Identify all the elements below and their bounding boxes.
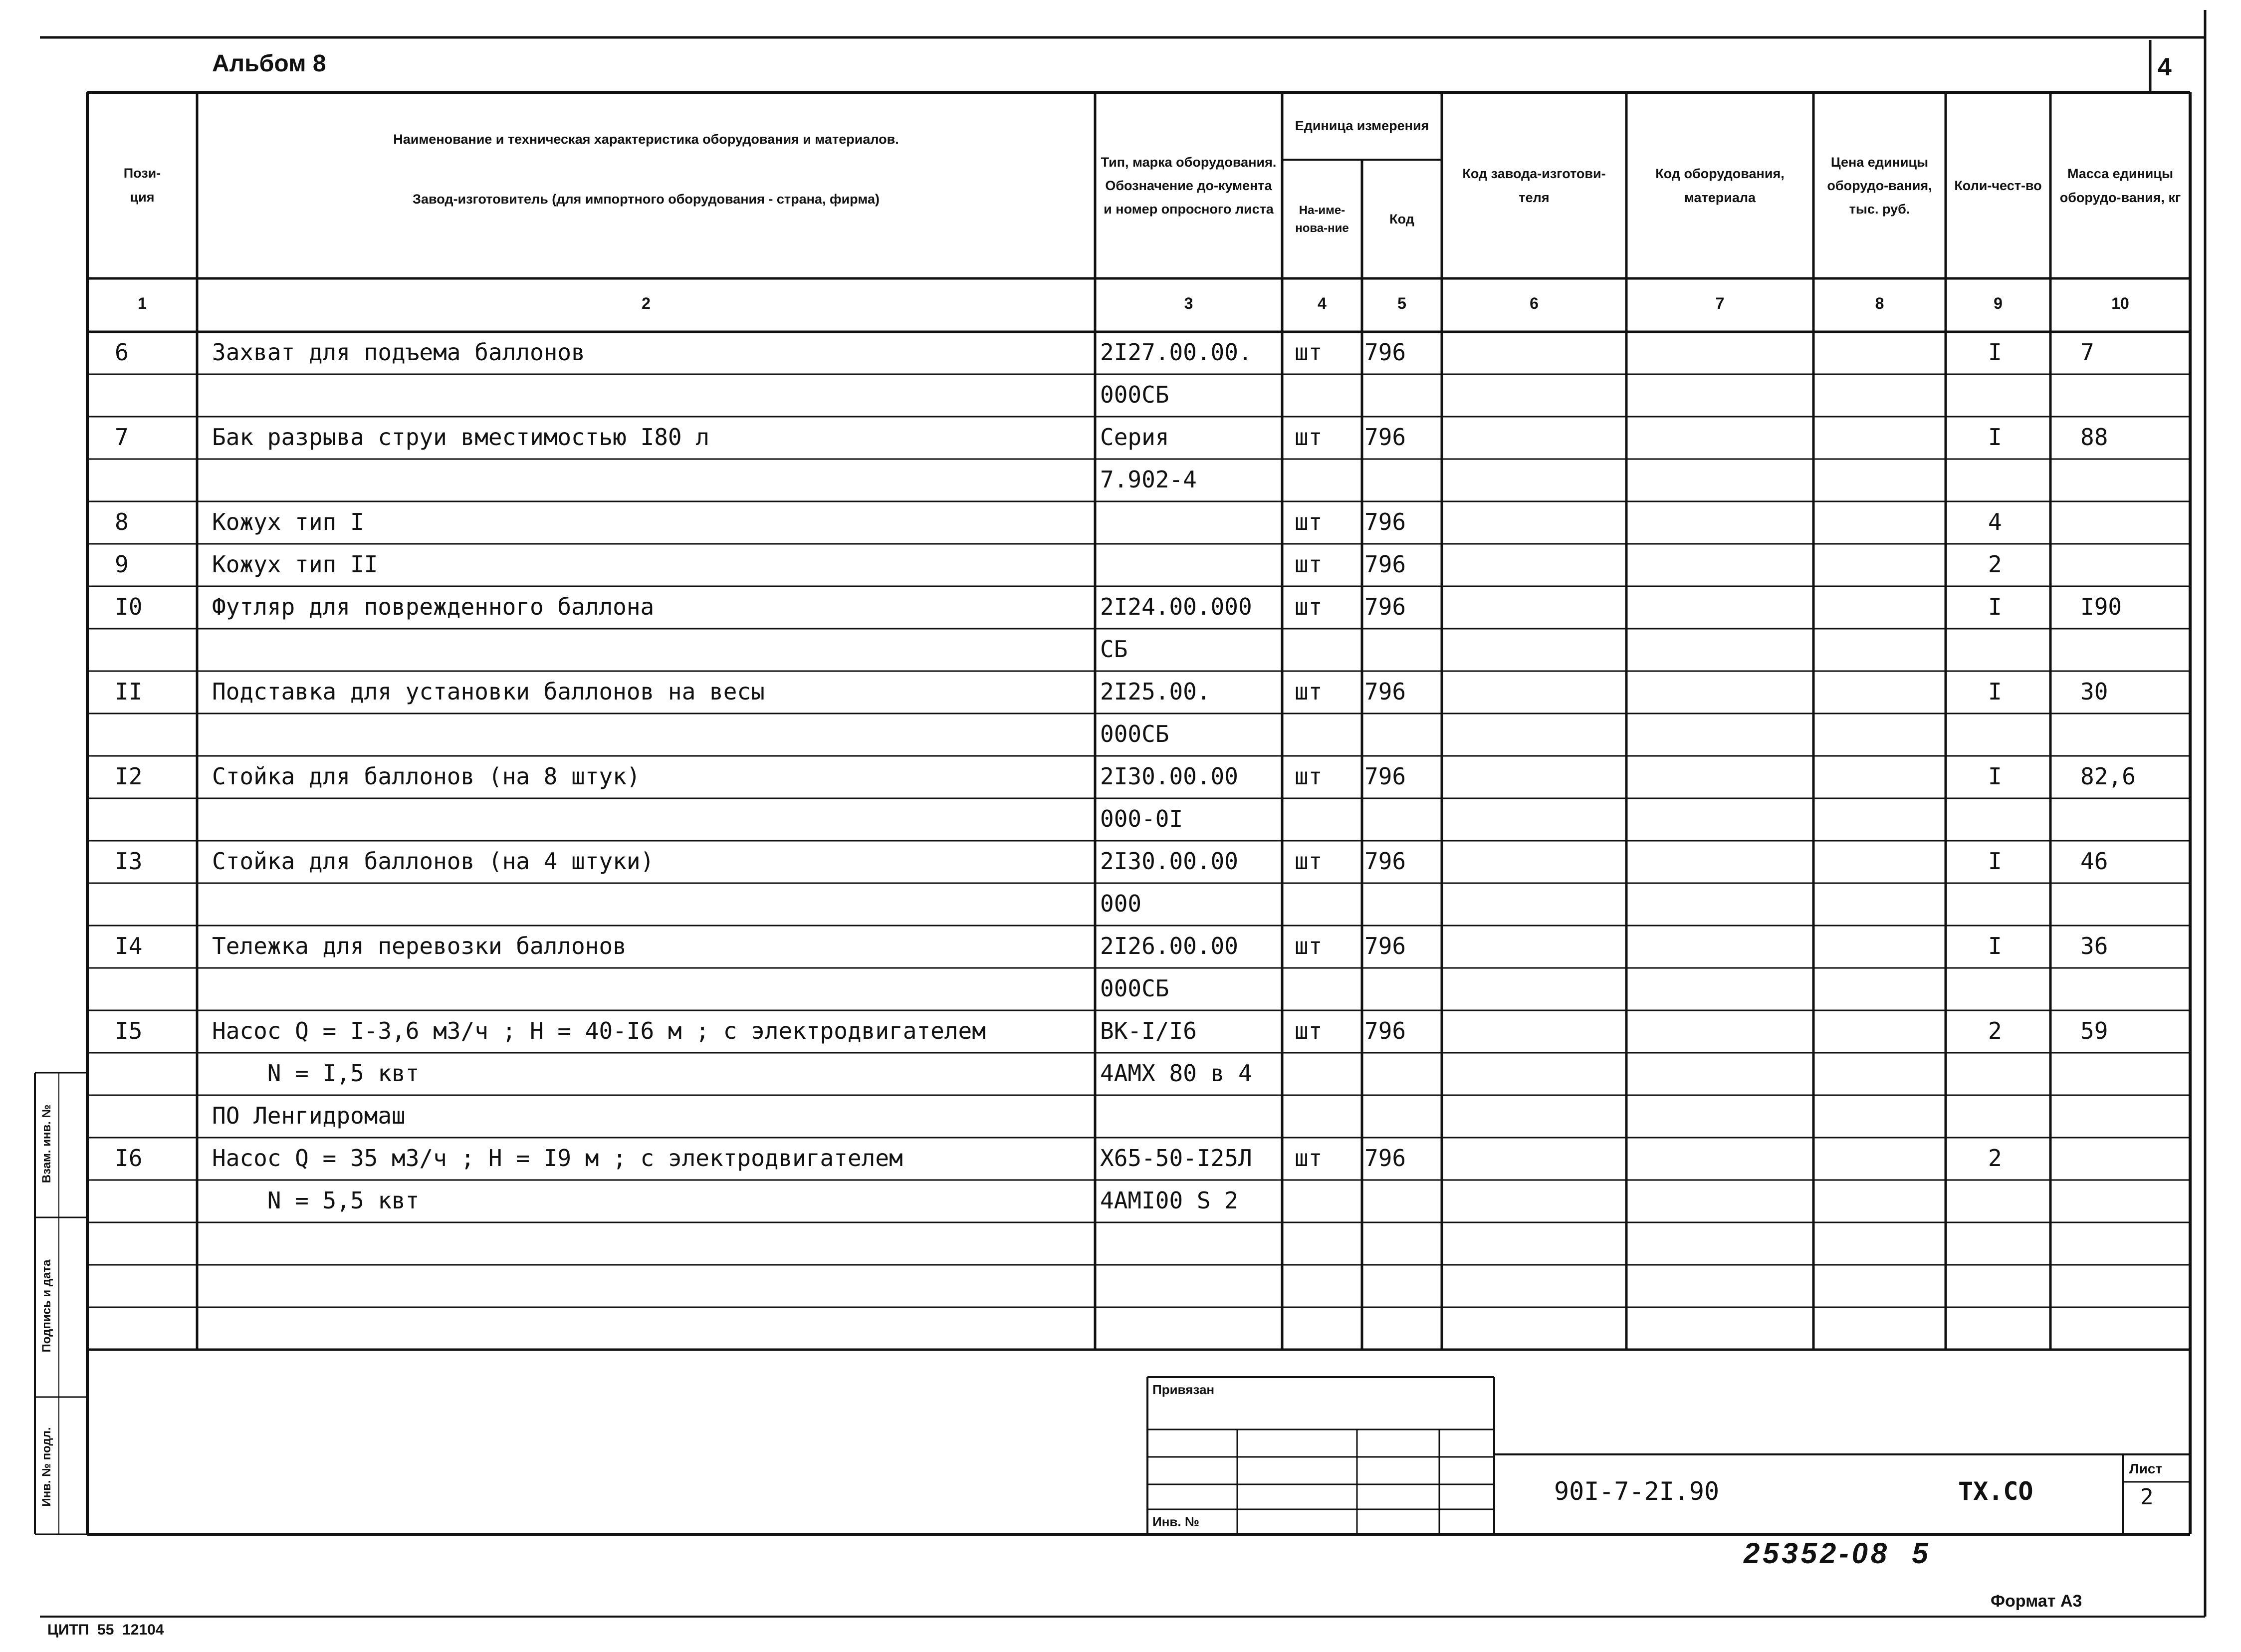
row-position: I3 bbox=[115, 848, 143, 875]
header-quantity: Коли-чест-во bbox=[1954, 178, 2042, 193]
column-number: 8 bbox=[1875, 294, 1884, 312]
row-type-mark: 000 bbox=[1100, 890, 1142, 917]
column-number: 5 bbox=[1397, 294, 1406, 312]
row-unit-name: шт bbox=[1295, 763, 1323, 790]
row-unit-code: 796 bbox=[1364, 763, 1406, 790]
bound-label: Привязан bbox=[1152, 1382, 1215, 1397]
row-unit-mass: 59 bbox=[2080, 1017, 2108, 1044]
row-unit-code: 796 bbox=[1364, 424, 1406, 451]
row-type-mark: 000СБ bbox=[1100, 381, 1169, 408]
sheet-label: Лист bbox=[2129, 1461, 2163, 1476]
row-name: Бак разрыва струи вместимостью I80 л bbox=[212, 424, 709, 451]
row-quantity: 2 bbox=[1988, 551, 2002, 578]
row-position: 6 bbox=[115, 339, 129, 366]
header-equipment-code: Код оборудования, материала bbox=[1655, 166, 1785, 205]
row-unit-mass: 46 bbox=[2080, 848, 2108, 875]
row-unit-name: шт bbox=[1295, 678, 1323, 705]
stamp-code: ЦИТП 55 12104 bbox=[47, 1622, 164, 1638]
row-name: Насос Q = 35 м3/ч ; H = I9 м ; с электродвигателем bbox=[212, 1145, 903, 1172]
row-quantity: 4 bbox=[1988, 508, 2002, 535]
side-signature-date: Подпись и дата bbox=[40, 1259, 53, 1353]
album-label: Альбом 8 bbox=[212, 50, 326, 77]
row-unit-code: 796 bbox=[1364, 593, 1406, 620]
row-unit-mass: 82,6 bbox=[2080, 763, 2136, 790]
row-type-mark: 2I30.00.00 bbox=[1100, 848, 1238, 875]
row-type-mark: Х65-50-I25Л bbox=[1100, 1145, 1252, 1172]
column-number: 7 bbox=[1715, 294, 1725, 312]
side-inv-replacement: Взам. инв. № bbox=[40, 1104, 53, 1183]
header-position: Пози- ция bbox=[123, 166, 161, 205]
column-number: 10 bbox=[2111, 294, 2129, 312]
row-name: Подставка для установки баллонов на весы bbox=[212, 678, 765, 705]
row-unit-code: 796 bbox=[1364, 508, 1406, 535]
row-position: 7 bbox=[115, 424, 129, 451]
header-unit-mass: Масса единицы оборудо-вания, кг bbox=[2059, 166, 2181, 205]
row-quantity: 2 bbox=[1988, 1145, 2002, 1172]
row-position: 8 bbox=[115, 508, 129, 535]
row-quantity: I bbox=[1988, 678, 2002, 705]
row-position: I0 bbox=[115, 593, 143, 620]
archive-number: 25352-08 5 bbox=[1744, 1537, 1931, 1570]
row-unit-name: шт bbox=[1295, 593, 1323, 620]
row-type-mark: 2I24.00.000 bbox=[1100, 593, 1252, 620]
row-name: ПО Ленгидромаш bbox=[212, 1102, 406, 1129]
row-position: I2 bbox=[115, 763, 143, 790]
row-quantity: I bbox=[1988, 593, 2002, 620]
row-name: Стойка для баллонов (на 4 штуки) bbox=[212, 848, 655, 875]
side-inv-original: Инв. № подл. bbox=[40, 1427, 53, 1507]
row-unit-code: 796 bbox=[1364, 339, 1406, 366]
header-name-line1: Наименование и техническая характеристика оборудования и материалов. bbox=[393, 132, 899, 147]
column-number: 6 bbox=[1530, 294, 1539, 312]
row-unit-mass: 7 bbox=[2080, 339, 2094, 366]
row-quantity: I bbox=[1988, 848, 2002, 875]
row-unit-name: шт bbox=[1295, 848, 1323, 875]
row-type-mark: 2I27.00.00. bbox=[1100, 339, 1252, 366]
format-label: Формат А3 bbox=[1991, 1592, 2082, 1611]
row-type-mark: 2I25.00. bbox=[1100, 678, 1211, 705]
row-name: Футляр для поврежденного баллона bbox=[212, 593, 655, 620]
row-type-mark: 2I30.00.00 bbox=[1100, 763, 1238, 790]
row-unit-code: 796 bbox=[1364, 1017, 1406, 1044]
row-unit-mass: 36 bbox=[2080, 933, 2108, 959]
row-unit-code: 796 bbox=[1364, 1145, 1406, 1172]
row-name: Тележка для перевозки баллонов bbox=[212, 933, 627, 959]
row-position: I5 bbox=[115, 1017, 143, 1044]
row-unit-code: 796 bbox=[1364, 678, 1406, 705]
row-name: Кожух тип I bbox=[212, 508, 364, 535]
row-unit-name: шт bbox=[1295, 1017, 1323, 1044]
header-type-mark: Тип, марка оборудования. Обозначение до-кумента и номер опросного листа bbox=[1101, 154, 1277, 217]
row-unit-name: шт bbox=[1295, 551, 1323, 578]
row-unit-code: 796 bbox=[1364, 551, 1406, 578]
sheet-number: 2 bbox=[2140, 1484, 2154, 1510]
row-unit-code: 796 bbox=[1364, 933, 1406, 959]
row-name: Кожух тип II bbox=[212, 551, 378, 578]
document-code: 90I-7-2I.90 bbox=[1554, 1477, 1720, 1506]
row-type-mark: 000СБ bbox=[1100, 975, 1169, 1002]
row-name: Насос Q = I-3,6 м3/ч ; H = 40-I6 м ; с электродвигателем bbox=[212, 1017, 986, 1044]
row-type-mark: 000СБ bbox=[1100, 720, 1169, 747]
row-unit-mass: 88 bbox=[2080, 424, 2108, 451]
row-unit-mass: 30 bbox=[2080, 678, 2108, 705]
row-unit-name: шт bbox=[1295, 424, 1323, 451]
row-name: N = 5,5 квт bbox=[212, 1187, 420, 1214]
row-quantity: I bbox=[1988, 424, 2002, 451]
row-quantity: I bbox=[1988, 763, 2002, 790]
row-unit-name: шт bbox=[1295, 508, 1323, 535]
row-type-mark: 2I26.00.00 bbox=[1100, 933, 1238, 959]
row-name: N = I,5 квт bbox=[212, 1060, 420, 1087]
page-number: 4 bbox=[2158, 53, 2172, 81]
row-unit-name: шт bbox=[1295, 933, 1323, 959]
row-type-mark: 7.902-4 bbox=[1100, 466, 1197, 493]
row-type-mark: 4АМХ 80 в 4 bbox=[1100, 1060, 1252, 1087]
header-unit-code: Код bbox=[1389, 212, 1414, 227]
row-quantity: I bbox=[1988, 339, 2002, 366]
column-number: 3 bbox=[1184, 294, 1193, 312]
header-factory-code: Код завода-изготови-теля bbox=[1462, 166, 1606, 205]
section-code: ТХ.СО bbox=[1958, 1477, 2033, 1506]
row-quantity: I bbox=[1988, 933, 2002, 959]
column-number: 9 bbox=[1994, 294, 2003, 312]
row-position: II bbox=[115, 678, 143, 705]
row-unit-name: шт bbox=[1295, 339, 1323, 366]
row-name: Захват для подъема баллонов bbox=[212, 339, 585, 366]
row-unit-name: шт bbox=[1295, 1145, 1323, 1172]
column-number: 2 bbox=[642, 294, 651, 312]
row-type-mark: СБ bbox=[1100, 636, 1128, 663]
header-unit-name: На-име-нова-ние bbox=[1295, 204, 1349, 235]
header-unit-price: Цена единицы оборудо-вания, тыс. руб. bbox=[1827, 154, 1932, 217]
inv-label: Инв. № bbox=[1152, 1514, 1199, 1529]
row-position: I6 bbox=[115, 1145, 143, 1172]
row-type-mark: 4АМI00 S 2 bbox=[1100, 1187, 1238, 1214]
header-unit-group: Единица измерения bbox=[1295, 118, 1429, 133]
row-position: I4 bbox=[115, 933, 143, 959]
row-type-mark: 000-0I bbox=[1100, 805, 1183, 832]
row-type-mark: Серия bbox=[1100, 424, 1169, 451]
column-number: 1 bbox=[138, 294, 147, 312]
row-unit-code: 796 bbox=[1364, 848, 1406, 875]
row-quantity: 2 bbox=[1988, 1017, 2002, 1044]
row-name: Стойка для баллонов (на 8 штук) bbox=[212, 763, 641, 790]
column-number: 4 bbox=[1318, 294, 1327, 312]
row-type-mark: ВК-I/I6 bbox=[1100, 1017, 1197, 1044]
row-position: 9 bbox=[115, 551, 129, 578]
row-unit-mass: I90 bbox=[2080, 593, 2122, 620]
header-name-line2: Завод-изготовитель (для импортного оборудования - страна, фирма) bbox=[413, 192, 880, 207]
